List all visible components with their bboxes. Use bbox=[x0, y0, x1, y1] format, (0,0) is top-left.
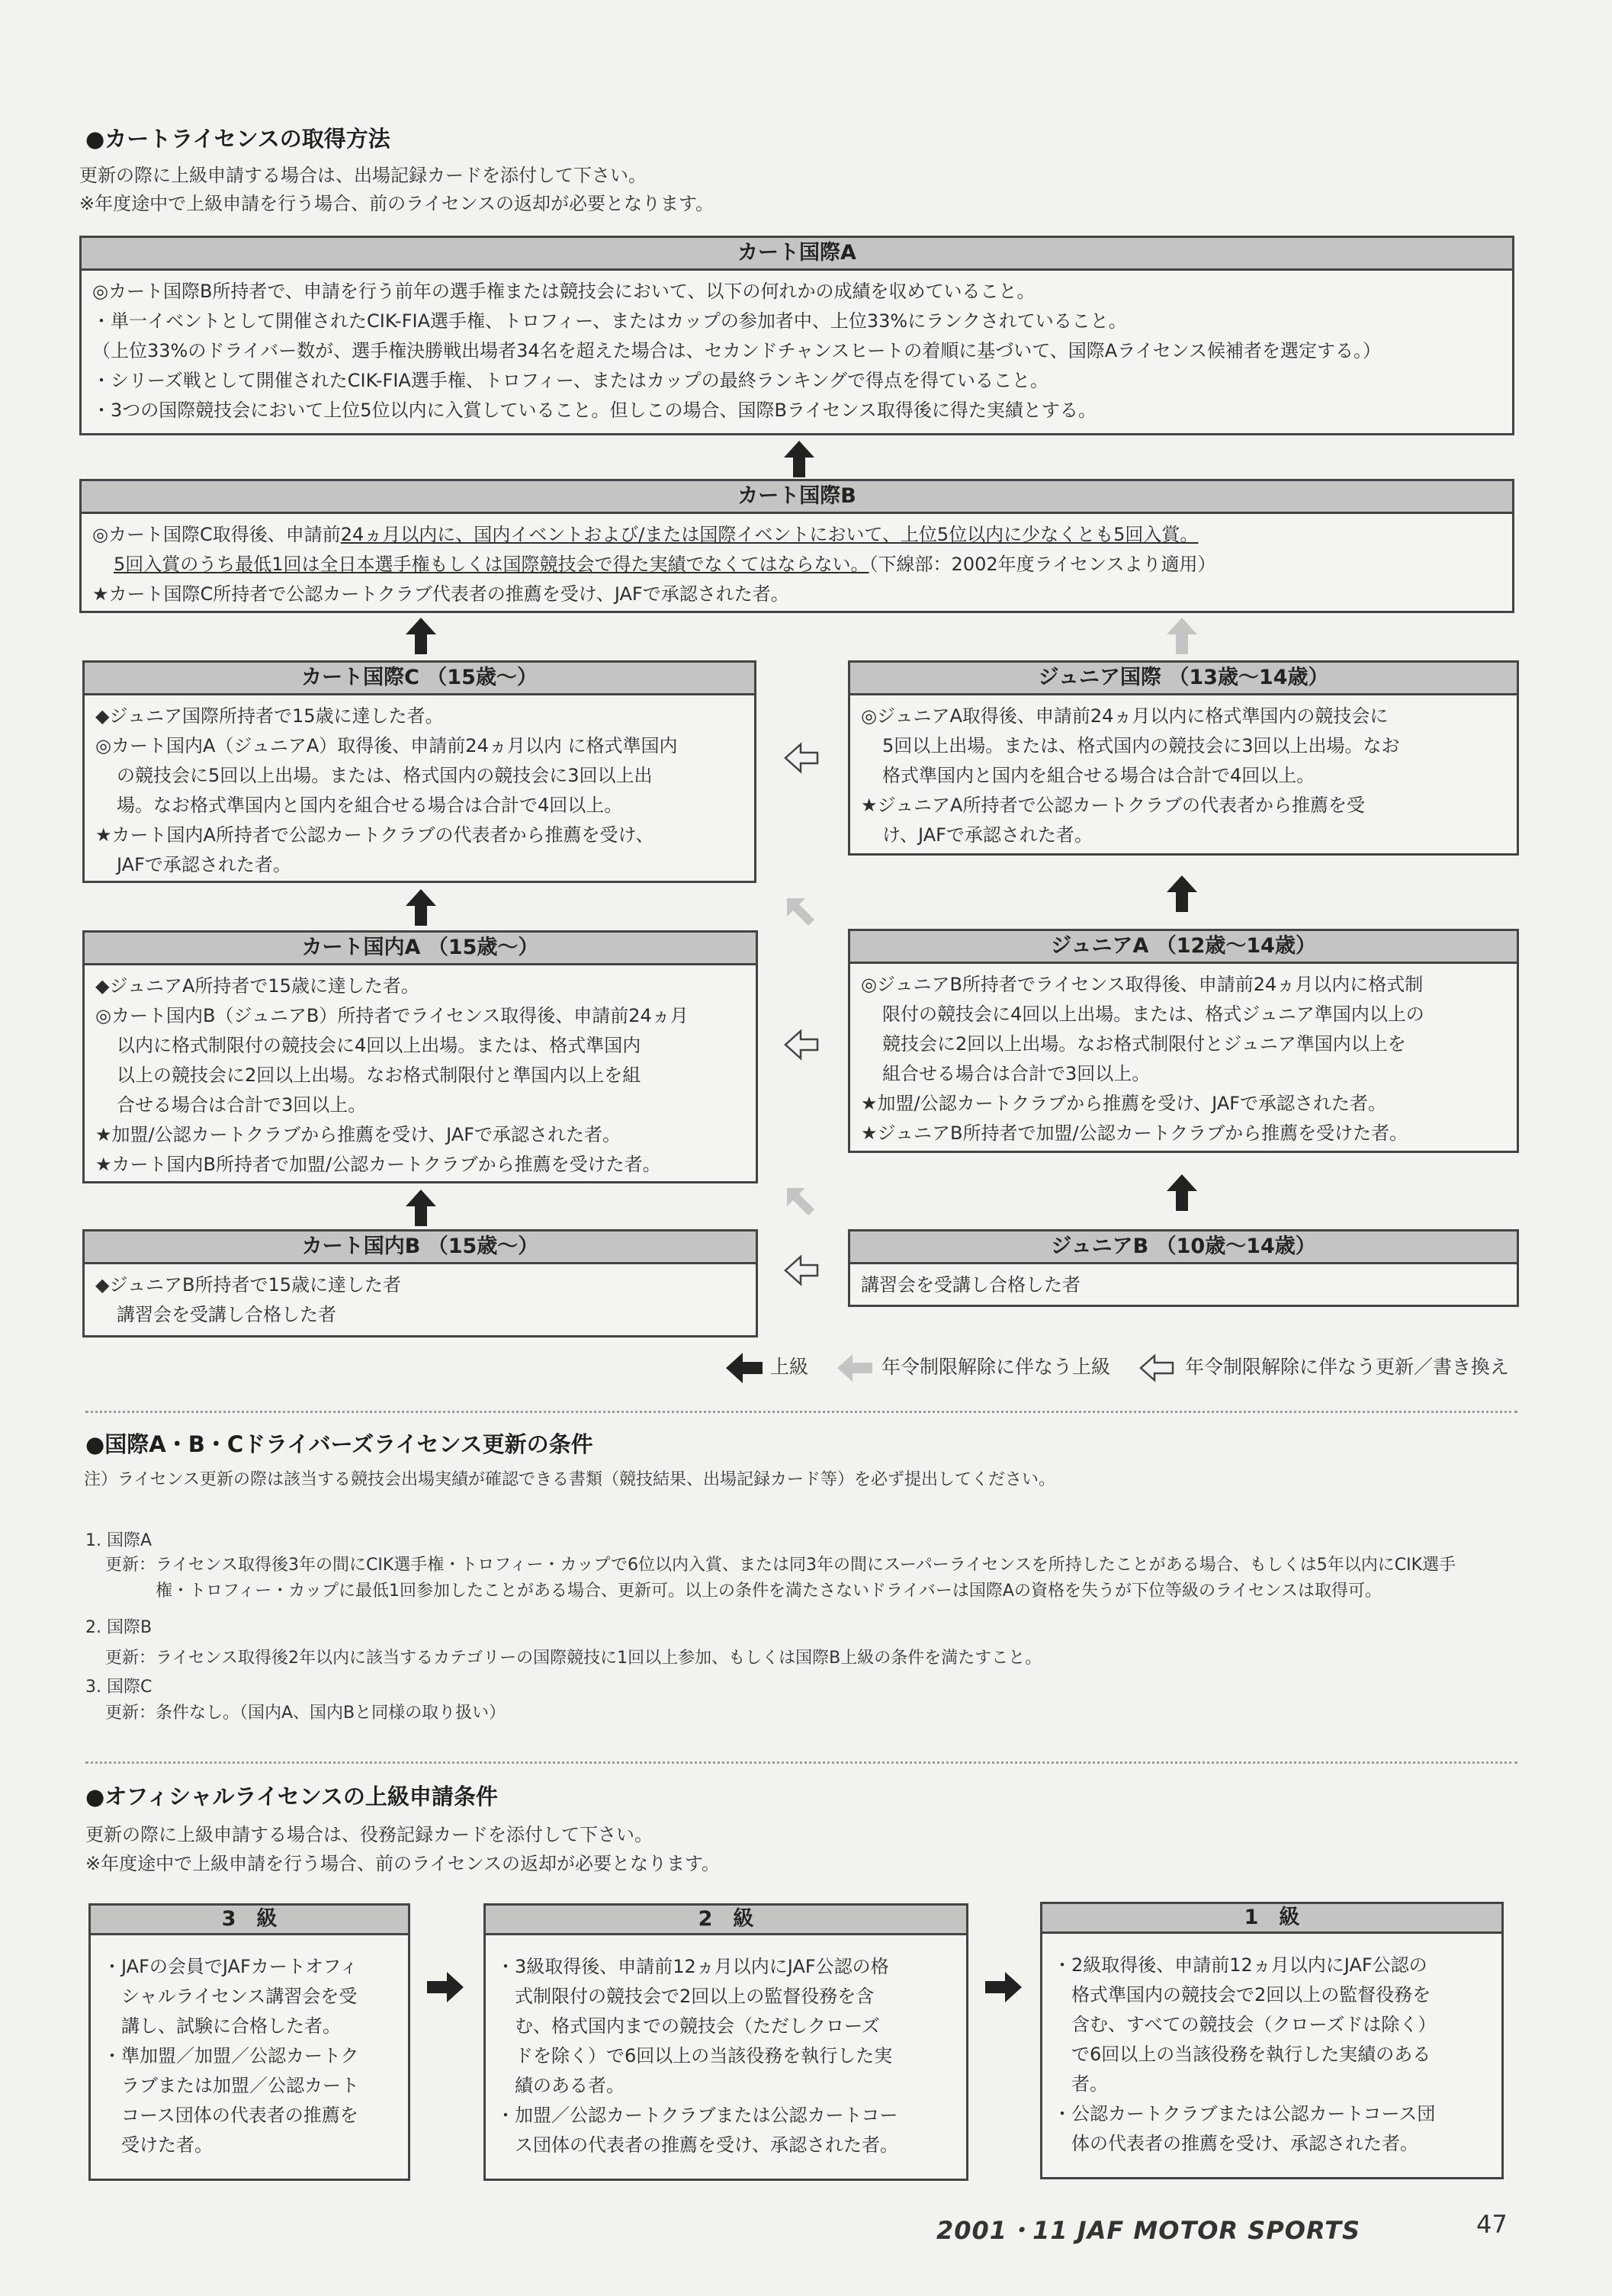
section-note-1: 更新の際に上級申請する場合は、役務記録カードを添付して下さい。 bbox=[85, 1824, 653, 1845]
box-line: 含む、すべての競技会（クローズドは除く） bbox=[1053, 2014, 1437, 2035]
upgrade-arrow-icon bbox=[1167, 1174, 1197, 1211]
renewal-legend-arrow-icon bbox=[1139, 1354, 1174, 1382]
box-line: 場。なお格式準国内と国内を組合せる場合は合計で4回以上。 bbox=[117, 795, 623, 816]
box-line: ・3級取得後、申請前12ヵ月以内にJAF公認の格 bbox=[496, 1956, 889, 1977]
box-title: ジュニアA （12歳〜14歳） bbox=[850, 931, 1517, 964]
box-line: ◎カート国際B所持者で、申請を行う前年の選手権または競技会において、以下の何れかの成績を収めていること。 bbox=[92, 281, 1036, 302]
box-line: 体の代表者の推薦を受け、承認された者。 bbox=[1053, 2133, 1419, 2154]
box-line-underlined: 5回入賞のうち最低1回は全日本選手権もしくは国際競技会で得た実績でなくてはならない。 bbox=[114, 554, 869, 575]
renewal-item-heading: 2. 国際B bbox=[85, 1618, 153, 1637]
box-line: ★ジュニアB所持者で加盟/公認カートクラブから推薦を受けた者。 bbox=[861, 1122, 1408, 1144]
box-line: 組合せる場合は合計で3回以上。 bbox=[882, 1063, 1151, 1084]
box-line: ★カート国内B所持者で加盟/公認カートクラブから推薦を受けた者。 bbox=[95, 1154, 661, 1175]
page-number: 47 bbox=[1476, 2210, 1508, 2239]
box-line: ◎カート国内A（ジュニアA）取得後、申請前24ヵ月以内 に格式準国内 bbox=[95, 735, 678, 756]
box-line: の競技会に5回以上出場。または、格式国内の競技会に3回以上出 bbox=[117, 765, 653, 786]
box-line: ドを除く）で6回以上の当該役務を執行した実 bbox=[496, 2045, 893, 2066]
renewal-item-text: 更新：条件なし。（国内A、国内Bと同様の取り扱い） bbox=[105, 1704, 506, 1723]
legend-renewal-label: 年令制限解除に伴なう更新／書き換え bbox=[1185, 1356, 1510, 1378]
box-title: カート国際A bbox=[82, 238, 1512, 271]
box-line: 者。 bbox=[1053, 2073, 1108, 2095]
section-title-official: ●オフィシャルライセンスの上級申請条件 bbox=[85, 1784, 498, 1810]
upgrade-arrow-icon bbox=[427, 1972, 464, 2002]
age-upgrade-arrow-icon bbox=[1167, 618, 1197, 654]
box-line: で6回以上の当該役務を執行した実績のある bbox=[1053, 2044, 1431, 2065]
box-line: 限付の競技会に4回以上出場。または、格式ジュニア準国内以上の bbox=[882, 1003, 1424, 1025]
box-line: ・公認カートクラブまたは公認カートコース団 bbox=[1053, 2103, 1436, 2124]
upgrade-arrow-icon bbox=[406, 1190, 436, 1226]
renewal-item-text: 権・トロフィー・カップに最低1回参加したことがある場合、更新可。以上の条件を満たさないドライバーは国際Aの資格を失うが下位等級のライセンスは取得可。 bbox=[156, 1582, 1382, 1601]
box-line: 格式準国内の競技会で2回以上の監督役務を bbox=[1053, 1984, 1431, 2005]
box-kart-domestic-a bbox=[82, 930, 758, 1183]
box-line: ★加盟/公認カートクラブから推薦を受け、JAFで承認された者。 bbox=[861, 1093, 1387, 1114]
legend-age-upgrade-label: 年令制限解除に伴なう上級 bbox=[881, 1356, 1111, 1378]
box-line: JAFで承認された者。 bbox=[117, 854, 291, 875]
box-title: ジュニア国際 （13歳〜14歳） bbox=[850, 663, 1517, 695]
box-line: 式制限付の競技会で2回以上の監督役務を含 bbox=[496, 1986, 875, 2007]
box-line: 受けた者。 bbox=[103, 2134, 213, 2156]
box-kart-intl-a bbox=[79, 236, 1514, 435]
box-line: 5回以上出場。または、格式国内の競技会に3回以上出場。なお bbox=[882, 735, 1400, 756]
box-line: 競技会に2回以上出場。なお格式制限付とジュニア準国内以上を bbox=[882, 1033, 1406, 1055]
box-line: ★カート国内A所持者で公認カートクラブの代表者から推薦を受け、 bbox=[95, 824, 654, 846]
upgrade-arrow-icon bbox=[784, 441, 814, 477]
box-line: ラブまたは加盟／公認カート bbox=[103, 2075, 359, 2096]
box-line: ◎ジュニアA取得後、申請前24ヵ月以内に格式準国内の競技会に bbox=[861, 705, 1389, 727]
box-official-class-2 bbox=[483, 1903, 968, 2181]
section-note-1: 更新の際に上級申請する場合は、出場記録カードを添付して下さい。 bbox=[79, 165, 647, 186]
upgrade-arrow-icon bbox=[1167, 875, 1197, 912]
box-title: カート国際C （15歳〜） bbox=[85, 663, 754, 695]
box-title: 2 級 bbox=[486, 1906, 966, 1935]
box-line: ◎カート国内B（ジュニアB）所持者でライセンス取得後、申請前24ヵ月 bbox=[95, 1005, 689, 1026]
upgrade-arrow-icon bbox=[406, 889, 436, 926]
section-title-kart-license: ●カートライセンスの取得方法 bbox=[85, 126, 390, 152]
box-title: 1 級 bbox=[1042, 1904, 1501, 1934]
box-line: 講習会を受講し合格した者 bbox=[117, 1304, 336, 1325]
box-line: ★ジュニアA所持者で公認カートクラブの代表者から推薦を受 bbox=[861, 795, 1365, 816]
renewal-item-text: 更新：ライセンス取得後3年の間にCIK選手権・トロフィー・カップで6位以内入賞、または同3年の間にスーパーライセンスを所持したことがある場合、もしくは5年以内にCIK選手 bbox=[105, 1556, 1456, 1575]
renewal-item-heading: 1. 国際A bbox=[85, 1531, 153, 1550]
box-line: ◆ジュニアB所持者で15歳に達した者 bbox=[95, 1274, 401, 1296]
box-official-class-3 bbox=[88, 1903, 410, 2181]
box-line: ◎カート国際C取得後、申請前 bbox=[92, 524, 341, 545]
section-note-2: ※年度途中で上級申請を行う場合、前のライセンスの返却が必要となります。 bbox=[85, 1853, 721, 1874]
box-line: コース団体の代表者の推薦を bbox=[103, 2105, 358, 2126]
renewal-arrow-icon bbox=[784, 743, 819, 773]
box-line: ・準加盟／加盟／公認カートク bbox=[103, 2045, 359, 2066]
box-line: 格式準国内と国内を組合せる場合は合計で4回以上。 bbox=[882, 765, 1315, 786]
box-line: ・3つの国際競技会において上位5位以内に入賞していること。但しこの場合、国際Bライセンス取得後に得た実績とする。 bbox=[92, 400, 1097, 421]
box-line: 績のある者。 bbox=[496, 2075, 625, 2096]
box-official-class-1 bbox=[1040, 1902, 1504, 2179]
box-line: ・2級取得後、申請前12ヵ月以内にJAF公認の bbox=[1053, 1954, 1427, 1976]
box-line: シャルライセンス講習会を受 bbox=[103, 1986, 358, 2007]
box-line: 以上の競技会に2回以上出場。なお格式制限付と準国内以上を組 bbox=[117, 1065, 641, 1086]
box-title: 3 級 bbox=[91, 1906, 408, 1935]
box-line: （上位33%のドライバー数が、選手権決勝戦出場者34名を超えた場合は、セカンドチャンスヒートの着順に基づいて、国際Aライセンス候補者を選定する。） bbox=[92, 340, 1382, 361]
renewal-arrow-icon bbox=[784, 1255, 819, 1286]
renewal-arrow-icon bbox=[784, 1029, 819, 1060]
box-title: ジュニアB （10歳〜14歳） bbox=[850, 1231, 1517, 1264]
box-line: ・加盟／公認カートクラブまたは公認カートコー bbox=[496, 2105, 898, 2126]
upgrade-arrow-icon bbox=[985, 1972, 1022, 2002]
box-junior-b bbox=[848, 1229, 1519, 1307]
renewal-item-text: 更新：ライセンス取得後2年以内に該当するカテゴリーの国際競技に1回以上参加、もしくは国際B上級の条件を満たすこと。 bbox=[105, 1649, 1042, 1668]
box-line: 合せる場合は合計で3回以上。 bbox=[117, 1094, 367, 1116]
section-note-2: ※年度途中で上級申請を行う場合、前のライセンスの返却が必要となります。 bbox=[79, 193, 714, 214]
box-line: む、格式国内までの競技会（ただしクローズ bbox=[496, 2015, 880, 2037]
box-line: ス団体の代表者の推薦を受け、承認された者。 bbox=[496, 2134, 899, 2156]
box-kart-intl-b bbox=[79, 479, 1514, 613]
box-title: カート国内B （15歳〜） bbox=[85, 1231, 756, 1264]
box-line: ★加盟/公認カートクラブから推薦を受け、JAFで承認された者。 bbox=[95, 1124, 621, 1145]
box-title: カート国内A （15歳〜） bbox=[85, 933, 756, 965]
age-upgrade-legend-arrow-icon bbox=[837, 1354, 872, 1382]
box-kart-domestic-b bbox=[82, 1229, 758, 1337]
legend-upgrade-label: 上級 bbox=[770, 1356, 809, 1378]
box-line: け、JAFで承認された者。 bbox=[882, 824, 1093, 846]
box-line: （下線部：2002年度ライセンスより適用） bbox=[869, 554, 1216, 575]
section-note: 注）ライセンス更新の際は該当する競技会出場実績が確認できる書類（競技結果、出場記録カード等）を必ず提出してください。 bbox=[84, 1470, 1056, 1489]
upgrade-arrow-icon bbox=[406, 618, 436, 654]
divider bbox=[85, 1411, 1517, 1413]
box-line: 以内に格式制限付の競技会に4回以上出場。または、格式準国内 bbox=[117, 1035, 641, 1056]
magazine-footer: 2001・11 JAF MOTOR SPORTS bbox=[936, 2216, 1361, 2245]
box-junior-a bbox=[848, 929, 1519, 1153]
renewal-item-heading: 3. 国際C bbox=[85, 1678, 153, 1697]
age-upgrade-diagonal-arrow-icon bbox=[785, 1187, 816, 1217]
divider bbox=[85, 1761, 1517, 1764]
box-title: カート国際B bbox=[82, 481, 1512, 514]
box-line: ★カート国際C所持者で公認カートクラブ代表者の推薦を受け、JAFで承認された者。 bbox=[92, 583, 789, 605]
box-kart-intl-c bbox=[82, 660, 756, 883]
box-line: 講し、試験に合格した者。 bbox=[103, 2015, 341, 2037]
box-line: ・シリーズ戦として開催されたCIK-FIA選手権、トロフィー、またはカップの最終ランキングで得点を得ていること。 bbox=[92, 370, 1048, 391]
section-title-renewal: ●国際A・B・Cドライバーズライセンス更新の条件 bbox=[85, 1431, 593, 1457]
age-upgrade-diagonal-arrow-icon bbox=[785, 897, 816, 927]
box-line: 講習会を受講し合格した者 bbox=[861, 1274, 1081, 1296]
box-line-underlined: 24ヵ月以内に、国内イベントおよび/または国際イベントにおいて、上位5位以内に少なくとも5回入賞。 bbox=[340, 524, 1199, 545]
box-line: ・単一イベントとして開催されたCIK-FIA選手権、トロフィー、またはカップの参加者中、上位33%にランクされていること。 bbox=[92, 310, 1127, 332]
box-line: ◆ジュニア国際所持者で15歳に達した者。 bbox=[95, 705, 444, 727]
box-line: ◆ジュニアA所持者で15歳に達した者。 bbox=[95, 975, 419, 997]
box-junior-intl bbox=[848, 660, 1519, 856]
upgrade-legend-arrow-icon bbox=[726, 1353, 763, 1383]
box-line: ・JAFの会員でJAFカートオフィ bbox=[103, 1956, 358, 1977]
box-line: ◎ジュニアB所持者でライセンス取得後、申請前24ヵ月以内に格式制 bbox=[861, 974, 1424, 995]
